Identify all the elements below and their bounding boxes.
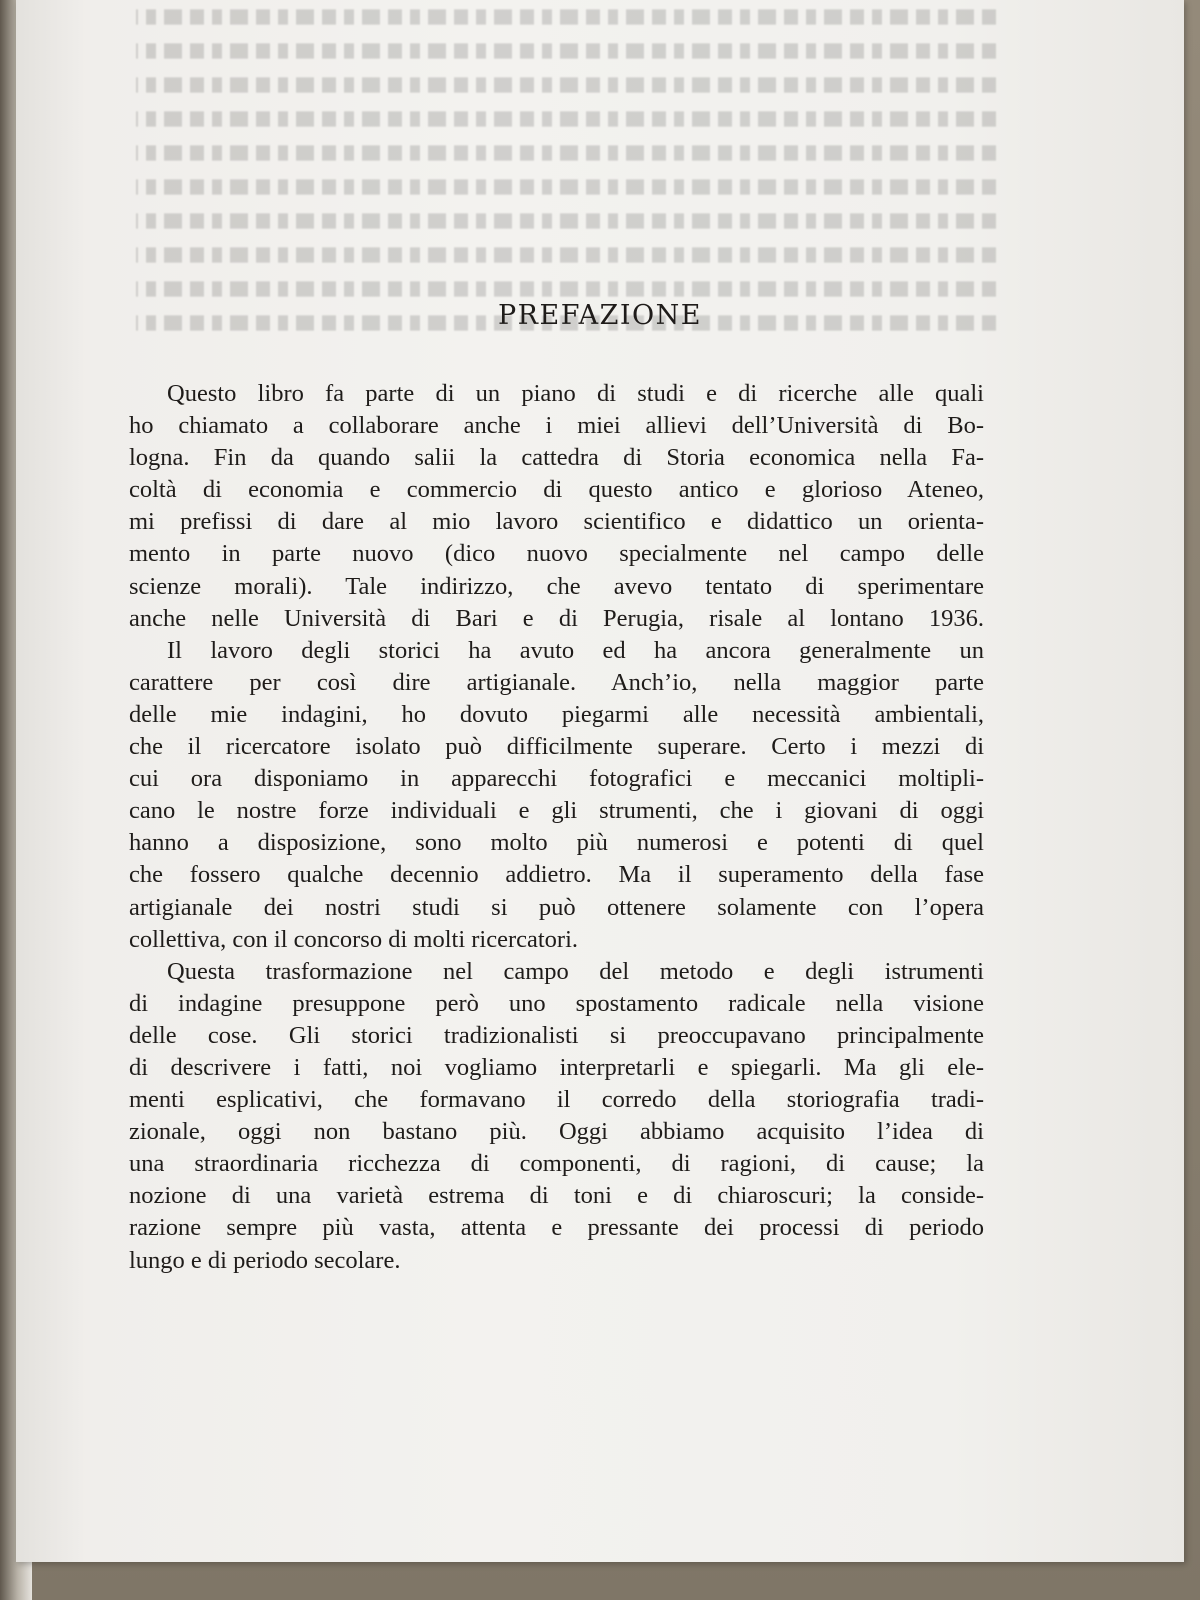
text-line: hanno a disposizione, sono molto più numerosi e potenti di quel <box>129 829 984 857</box>
text-line: mi prefissi di dare al mio lavoro scientifico e didattico un orienta- <box>129 508 984 536</box>
text-line: che il ricercatore isolato può difficilmente superare. Certo i mezzi di <box>129 733 984 761</box>
text-line: cano le nostre forze individuali e gli strumenti, che i giovani di oggi <box>129 797 984 825</box>
text-line: una straordinaria ricchezza di componenti, di ragioni, di cause; la <box>129 1150 984 1178</box>
text-line: scienze morali). Tale indirizzo, che avevo tentato di sperimentare <box>129 572 984 600</box>
text-line: collettiva, con il concorso di molti ricercatori. <box>129 925 579 953</box>
text-line: carattere per così dire artigianale. Anch’io, nella maggior parte <box>129 668 984 696</box>
body-text <box>129 378 984 1277</box>
text-line: che fossero qualche decennio addietro. Ma il superamento della fase <box>129 861 984 889</box>
text-line: artigianale dei nostri studi si può ottenere solamente con l’opera <box>129 893 984 921</box>
text-line: Questo libro fa parte di un piano di studi e di ricerche alle quali <box>167 380 984 407</box>
text-line: Il lavoro degli storici ha avuto ed ha ancora generalmente un <box>167 636 984 664</box>
text-line: di indagine presuppone però uno spostamento radicale nella visione <box>129 989 984 1017</box>
text-line: mento in parte nuovo (dico nuovo specialmente nel campo delle <box>129 540 984 568</box>
text-line: ho chiamato a collaborare anche i miei allievi dell’Università di Bo- <box>129 412 984 440</box>
text-line: coltà di economia e commercio di questo antico e glorioso Ateneo, <box>129 476 984 504</box>
text-line: cui ora disponiamo in apparecchi fotografici e meccanici moltipli- <box>129 765 984 793</box>
text-line: razione sempre più vasta, attenta e pressante dei processi di periodo <box>129 1214 984 1242</box>
text-line: menti esplicativi, che formavano il corredo della storiografia tradi- <box>129 1086 984 1114</box>
text-line: anche nelle Università di Bari e di Perugia, risale al lontano 1936. <box>129 604 984 632</box>
text-line: delle cose. Gli storici tradizionalisti si preoccupavano principalmente <box>129 1021 984 1049</box>
text-line: zionale, oggi non bastano più. Oggi abbiamo acquisito l’idea di <box>129 1118 984 1146</box>
text-line: logna. Fin da quando salii la cattedra di Storia economica nella Fa- <box>129 444 984 472</box>
text-line: lungo e di periodo secolare. <box>129 1246 401 1274</box>
text-line: nozione di una varietà estrema di toni e di chiaroscuri; la conside- <box>129 1182 984 1210</box>
text-line: Questa trasformazione nel campo del metodo e degli istrumenti <box>167 957 984 985</box>
text-line: di descrivere i fatti, noi vogliamo interpretarli e spiegarli. Ma gli ele- <box>129 1053 984 1081</box>
text-line: delle mie indagini, ho dovuto piegarmi alle necessità ambientali, <box>129 700 984 728</box>
page-title: PREFAZIONE <box>498 300 702 331</box>
